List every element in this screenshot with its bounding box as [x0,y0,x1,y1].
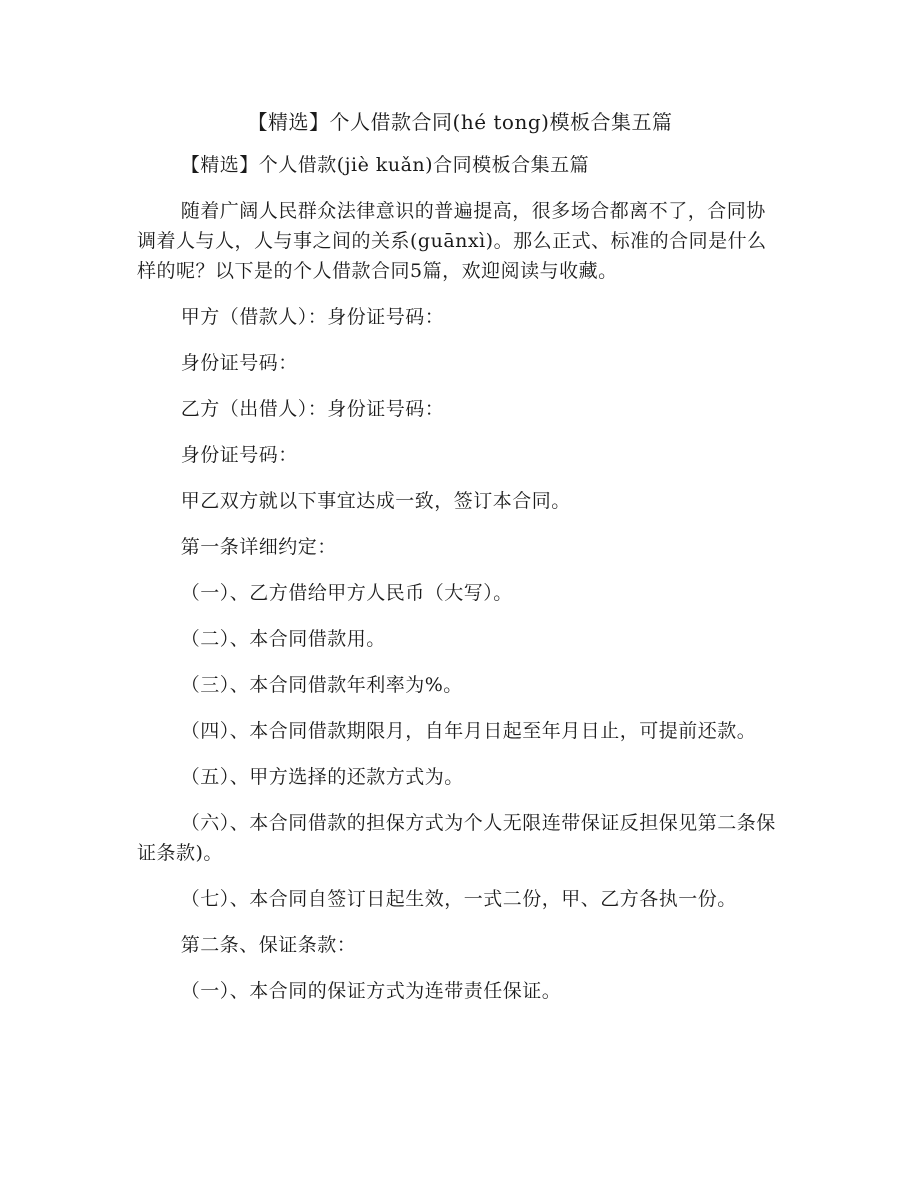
subtitle-paragraph: 【精选】个人借款(jiè kuǎn)合同模板合集五篇 [180,154,590,176]
intro-paragraph: 随着广阔人民群众法律意识的普遍提高，很多场合都离不了，合同协调着人与人，人与事之间的关系(guānxì)。那么正式、标准的合同是什么样的呢？以下是的个人借款合同5篇，欢迎阅读与收藏。 [137,200,767,282]
party-a-id-line: 身份证号码： [180,352,298,374]
clause-1-6: （六）、本合同借款的担保方式为个人无限连带保证反担保见第二条保证条款)。 [137,812,776,864]
clause-1-7: （七）、本合同自签订日起生效，一式二份，甲、乙方各执一份。 [180,888,737,910]
document-title: 【精选】个人借款合同(hé tong)模板合集五篇 [247,110,673,134]
clause-1-1: （一）、乙方借给甲方人民币（大写）。 [180,582,513,604]
document-body [137,150,777,1022]
article-1-heading: 第一条详细约定： [180,536,337,558]
party-b-id-line: 身份证号码： [180,444,298,466]
clause-1-5: （五）、甲方选择的还款方式为。 [180,766,464,788]
party-b-line: 乙方（出借人）：身份证号码： [180,398,445,420]
party-a-line: 甲方（借款人）：身份证号码： [180,306,445,328]
agreement-statement: 甲乙双方就以下事宜达成一致，签订本合同。 [180,490,571,512]
clause-1-3: （三）、本合同借款年利率为%。 [180,674,463,696]
article-2-heading: 第二条、保证条款： [180,934,357,956]
clause-2-1: （一）、本合同的保证方式为连带责任保证。 [180,980,562,1002]
clause-1-2: （二）、本合同借款用。 [180,628,386,650]
clause-1-4: （四）、本合同借款期限月，自年月日起至年月日止，可提前还款。 [180,720,757,742]
